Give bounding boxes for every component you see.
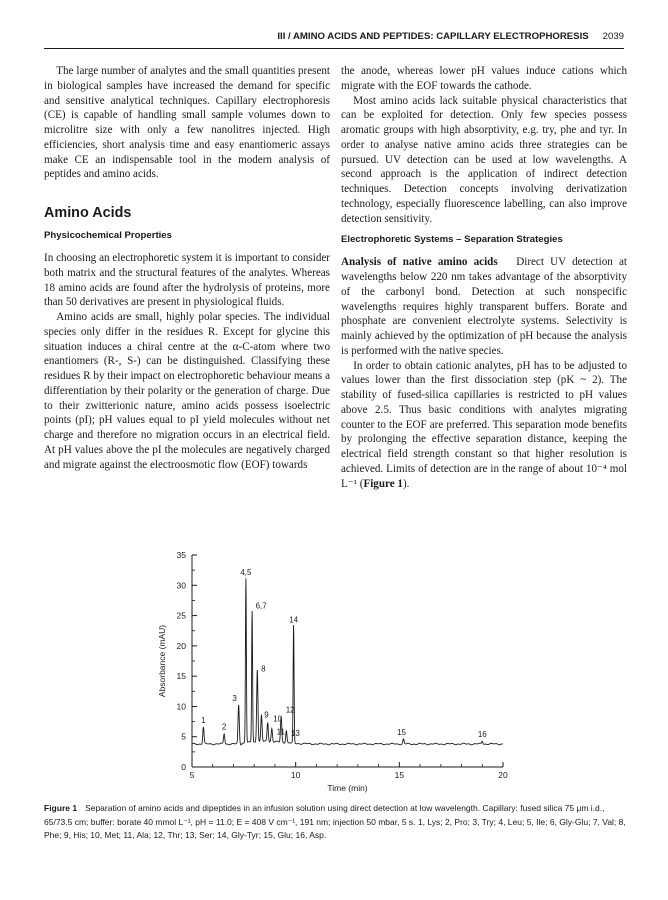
figure-1 — [44, 548, 624, 798]
section-title: Amino Acids — [44, 205, 132, 221]
peak-label: 13 — [290, 728, 300, 738]
peak-label: 12 — [285, 705, 295, 715]
figure-caption — [44, 802, 626, 843]
peak-label: 9 — [264, 710, 269, 720]
run-in-heading: Analysis of native amino acids — [341, 256, 498, 269]
peak-label: 1 — [201, 716, 206, 726]
subsection-title-separation: Electrophoretic Systems – Separation Strategies — [341, 234, 563, 246]
peak-label: 3 — [232, 694, 237, 704]
native-analysis-text: Direct UV detection at wavelengths below 220 nm takes advantage of the absorptivity of the carbonyl bond. Detection at such nonspecific wavelengths requires highly transparent buffers. Borate and phosphate are convenient electrolyte systems. Selectivity is mainly achieved by the optimization of pH because the analysis is performed with the native species. — [341, 256, 627, 357]
left-column — [44, 64, 330, 472]
x-tick-label: 20 — [498, 770, 508, 780]
x-axis-title: Time (min) — [327, 783, 368, 793]
page-number: 2039 — [602, 31, 624, 42]
paragraph-cationic — [341, 359, 627, 492]
y-axis-title: Absorbance (mAU) — [157, 624, 167, 698]
y-tick-label: 15 — [176, 671, 186, 682]
x-tick-label: 5 — [189, 770, 195, 780]
peak-label: 11 — [276, 727, 285, 737]
running-head — [44, 18, 624, 49]
peak-label: 8 — [261, 664, 266, 674]
running-title: III / AMINO ACIDS AND PEPTIDES: CAPILLARY ELECTROPHORESIS — [277, 31, 589, 42]
peak-label: 15 — [397, 728, 406, 738]
y-tick-label: 10 — [176, 701, 186, 712]
peak-label: 14 — [289, 615, 299, 625]
y-tick-label: 20 — [176, 640, 186, 651]
y-tick-label: 30 — [176, 580, 186, 591]
cationic-text: In order to obtain cationic analytes, pH has to be adjusted to values lower than the first dissociation step (pK ~ 2). The stability of fused-silica capillaries is restricted to pH values above 2.5. Thus basic conditions with analytes migrating counter to the EOF are preferred. This separation mode benefits by prolonging the effective separation distance, keeping the electrical field strength constant so that higher resolution is achieved. Limits of detection are in the range of about 10⁻⁴ mol L⁻¹ ( — [341, 359, 627, 490]
paragraph-anode: the anode, whereas lower pH values induce cations which migrate with the EOF towards the cathode. — [341, 65, 627, 92]
x-tick-label: 10 — [290, 770, 301, 780]
x-tick-label: 15 — [394, 770, 405, 780]
electropherogram-chart — [44, 548, 624, 798]
y-tick-label: 5 — [181, 731, 186, 742]
peak-label: 6,7 — [255, 601, 267, 611]
intro-paragraph: The large number of analytes and the small quantities present in biological samples have increased the demand for specific and sensitive analytical techniques. Capillary electrophoresis (CE) is capable of handling small sample volumes down to microlitre size with only a few nanolitres injected. High efficiencies, short analysis time and easy enantiomeric assays make CE an indispensable tool in the modern analysis of peptides and amino acids. — [44, 65, 330, 181]
caption-text: Separation of amino acids and dipeptides in an infusion solution using direct detection at low wavelength. Capillary: fused silica 75 μm i.d., 65/73.5 cm; buffer: borate 40 mmol L⁻¹, pH = 11.0; E = 408 V cm⁻¹, 191 nm; injection 50 mbar, 5 s. 1, Lys; 2, Pro; 3, Try; 4, Leu; 5, Ile; 6, Gly-Glu; 7, Val; 8, Phe; 9, His; 10, Met; 11, Ala; 12, Thr; 13, Ser; 14, Gly-Tyr; 15, Glu; 16, Asp. — [44, 803, 626, 840]
peak-label: 4,5 — [240, 568, 252, 578]
peak-label: 2 — [221, 722, 227, 732]
paragraph-matrix: In choosing an electrophoretic system it is important to consider both matrix and the structural features of the analytes. Whereas 18 amino acids are found after the hydrolysis of proteins, more than 50 derivatives are present in physiological fluids. — [44, 252, 330, 309]
cationic-text-end: ). — [402, 477, 410, 490]
y-tick-label: 25 — [176, 610, 186, 621]
peak-label: 16 — [477, 729, 487, 739]
y-tick-label: 0 — [181, 762, 186, 772]
caption-label: Figure 1 — [44, 803, 78, 813]
subsection-title-physicochemical: Physicochemical Properties — [44, 230, 172, 241]
paragraph-native-analysis — [341, 255, 627, 358]
right-column — [341, 64, 627, 491]
y-tick-label: 35 — [176, 550, 186, 560]
peak-label: 10 — [273, 714, 283, 724]
paragraph-detection: Most amino acids lack suitable physical characteristics that can be exploited for detection. Only few species possess aromatic groups with high absorptivity, e.g. try, phe and tyr. In order to analyse native amino acids three strategies can be pursued. UV detection can be used at low wavelengths. A second approach is the application of indirect detection techniques. Detection concepts involving derivatization technology, especially fluorescence labelling, can also improve detection sensitivity. — [341, 94, 627, 225]
paragraph-polar-species: Amino acids are small, highly polar species. The individual species only differ in the residues R. Except for glycine this situation induces a chiral centre at the α-C-atom where two enantiomers (R-, S-) can be distinguished. Classifying these residues R by their impact on electrophoretic behaviour means a differentiation by their polarity or the generation of charge. Due to their zwitterionic nature, amino acids possess isoelectric points (pI); pH values equal to pI yield molecules without net charge and therefore no migration occurs in an electrical field. At pH values above the pI the molecules are negatively charged and migrate against the electroosmotic flow (EOF) towards — [44, 311, 330, 471]
signal-trace — [192, 578, 503, 745]
figure-ref-link[interactable]: Figure 1 — [363, 477, 403, 490]
